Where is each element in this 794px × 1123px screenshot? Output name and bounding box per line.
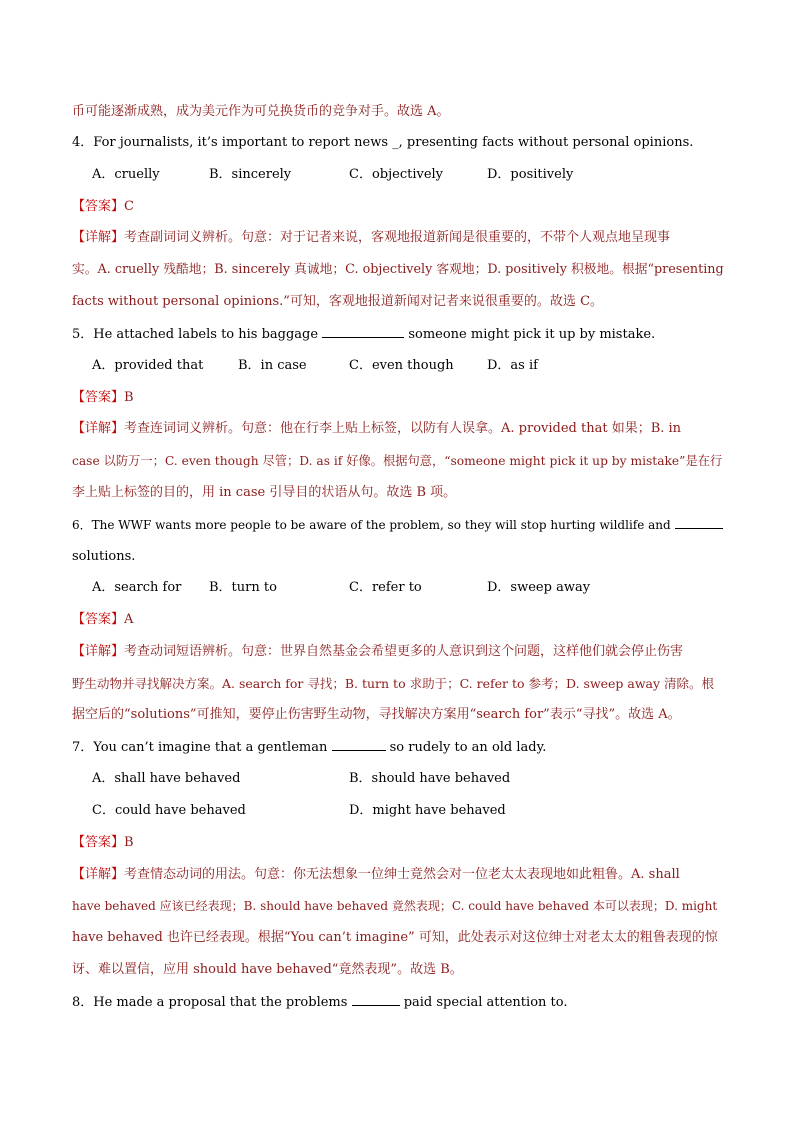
q6-option-d: D．sweep away [487, 580, 591, 595]
q7-explanation-line-1: 【详解】考查情态动词的用法。句意：你无法想象一位绅士竟然会对一位老太太表现地如此粗鲁。A. shall [72, 867, 680, 882]
answer-tag: 【答案】 [72, 612, 125, 627]
q4-explanation-line-3: facts without personal opinions.”可知，客观地报道新闻对记者来说很重要的。故选 C。 [72, 294, 604, 309]
q7-option-d: D．might have behaved [349, 803, 506, 818]
q4-explanation-line-2: 实。A. cruelly 残酷地；B. sincerely 真诚地；C. objectively 客观地；D. positively 积极地。根据“presenting [72, 262, 724, 277]
q6-explanation-line-3: 据空后的“solutions”可推知，要停止伤害野生动物，寻找解决方案用“search for”表示“寻找”。故选 A。 [72, 707, 681, 722]
answer-value: C [124, 199, 134, 214]
q7-options-row-1 [0, 770, 794, 788]
q5-options [0, 357, 794, 375]
q4-option-a: A．cruelly [92, 167, 160, 182]
answer-tag: 【答案】 [72, 835, 125, 850]
answer-tag: 【答案】 [72, 390, 125, 405]
explain-tag: 【详解】 [72, 644, 125, 659]
q7-explanation-line-4: 讶、难以置信，应用 should have behaved“竟然表现”。故选 B。 [72, 962, 463, 977]
q5-option-d: D．as if [487, 358, 538, 373]
q6-explanation-line-2: 野生动物并寻找解决方案。A. search for 寻找；B. turn to 求助于；C. refer to 参考；D. sweep away 清除。根 [72, 676, 715, 691]
q5-option-b: B．in case [238, 358, 307, 373]
q4-explanation-line-1: 【详解】考查副词词义辨析。句意：对于记者来说，客观地报道新闻是很重要的，不带个人观点地呈现事 [72, 230, 671, 245]
q4-stem: 4．For journalists, it’s important to report news _, presenting facts without personal opinions. [72, 135, 694, 150]
q5-option-a: A．provided that [92, 358, 204, 373]
q5-stem: 5．He attached labels to his baggage someone might pick it up by mistake. [72, 327, 656, 342]
q7-stem: 7．You can’t imagine that a gentleman so rudely to an old lady. [72, 740, 547, 755]
answer-blank [352, 993, 400, 1006]
explain-tag: 【详解】 [72, 230, 125, 245]
q6-explanation-line-1: 【详解】考查动词短语辨析。句意：世界自然基金会希望更多的人意识到这个问题，这样他们就会停止伤害 [72, 644, 684, 659]
q7-option-c: C．could have behaved [92, 803, 246, 818]
q3-explanation-tail: 币可能逐渐成熟，成为美元作为可兑换货币的竞争对手。故选 A。 [72, 104, 450, 119]
q4-option-d: D．positively [487, 167, 574, 182]
q7-option-a: A．shall have behaved [92, 771, 241, 786]
q4-option-c: C．objectively [349, 167, 444, 182]
answer-value: B [124, 835, 134, 850]
q8-stem: 8．He made a proposal that the problems paid special attention to. [72, 995, 568, 1010]
q4-options [0, 166, 794, 184]
q6-option-c: C．refer to [349, 580, 422, 595]
q7-answer [72, 834, 722, 852]
q6-answer [72, 611, 722, 629]
q7-options-row-2 [0, 802, 794, 820]
q6-option-a: A．search for [92, 580, 182, 595]
q4-option-b: B．sincerely [209, 167, 292, 182]
q4-answer [72, 198, 722, 216]
q7-explanation-line-3: have behaved 也许已经表现。根据“You can’t imagine” 可知，此处表示对这位绅士对老太太的粗鲁表现的惊 [72, 930, 718, 945]
q5-explanation-line-3: 李上贴上标签的目的，用 in case 引导目的状语从句。故选 B 项。 [72, 485, 457, 500]
answer-tag: 【答案】 [72, 199, 125, 214]
q7-explanation-line-2: have behaved 应该已经表现；B. should have behaved 竟然表现；C. could have behaved 本可以表现；D. might [72, 899, 718, 913]
q5-explanation-line-1: 【详解】考查连词词义辨析。句意：他在行李上贴上标签，以防有人误拿。A. provided that 如果；B. in [72, 421, 682, 436]
q6-option-b: B．turn to [209, 580, 277, 595]
answer-value: B [124, 390, 134, 405]
answer-blank [675, 516, 723, 529]
q5-answer [72, 389, 722, 407]
q6-stem-continued: solutions. [72, 549, 136, 564]
q5-option-c: C．even though [349, 358, 454, 373]
explain-tag: 【详解】 [72, 421, 125, 436]
q5-explanation-line-2: case 以防万一；C. even though 尽管；D. as if 好像。根据句意，“someone might pick it up by mistake”是在行 [72, 454, 723, 468]
q6-stem: 6．The WWF wants more people to be aware of the problem, so they will stop hurting wildlife and [72, 516, 722, 534]
answer-value: A [124, 612, 134, 627]
answer-blank [332, 738, 386, 751]
explain-tag: 【详解】 [72, 867, 125, 882]
q7-option-b: B．should have behaved [349, 771, 511, 786]
answer-blank [322, 325, 404, 338]
q6-options [0, 579, 794, 597]
